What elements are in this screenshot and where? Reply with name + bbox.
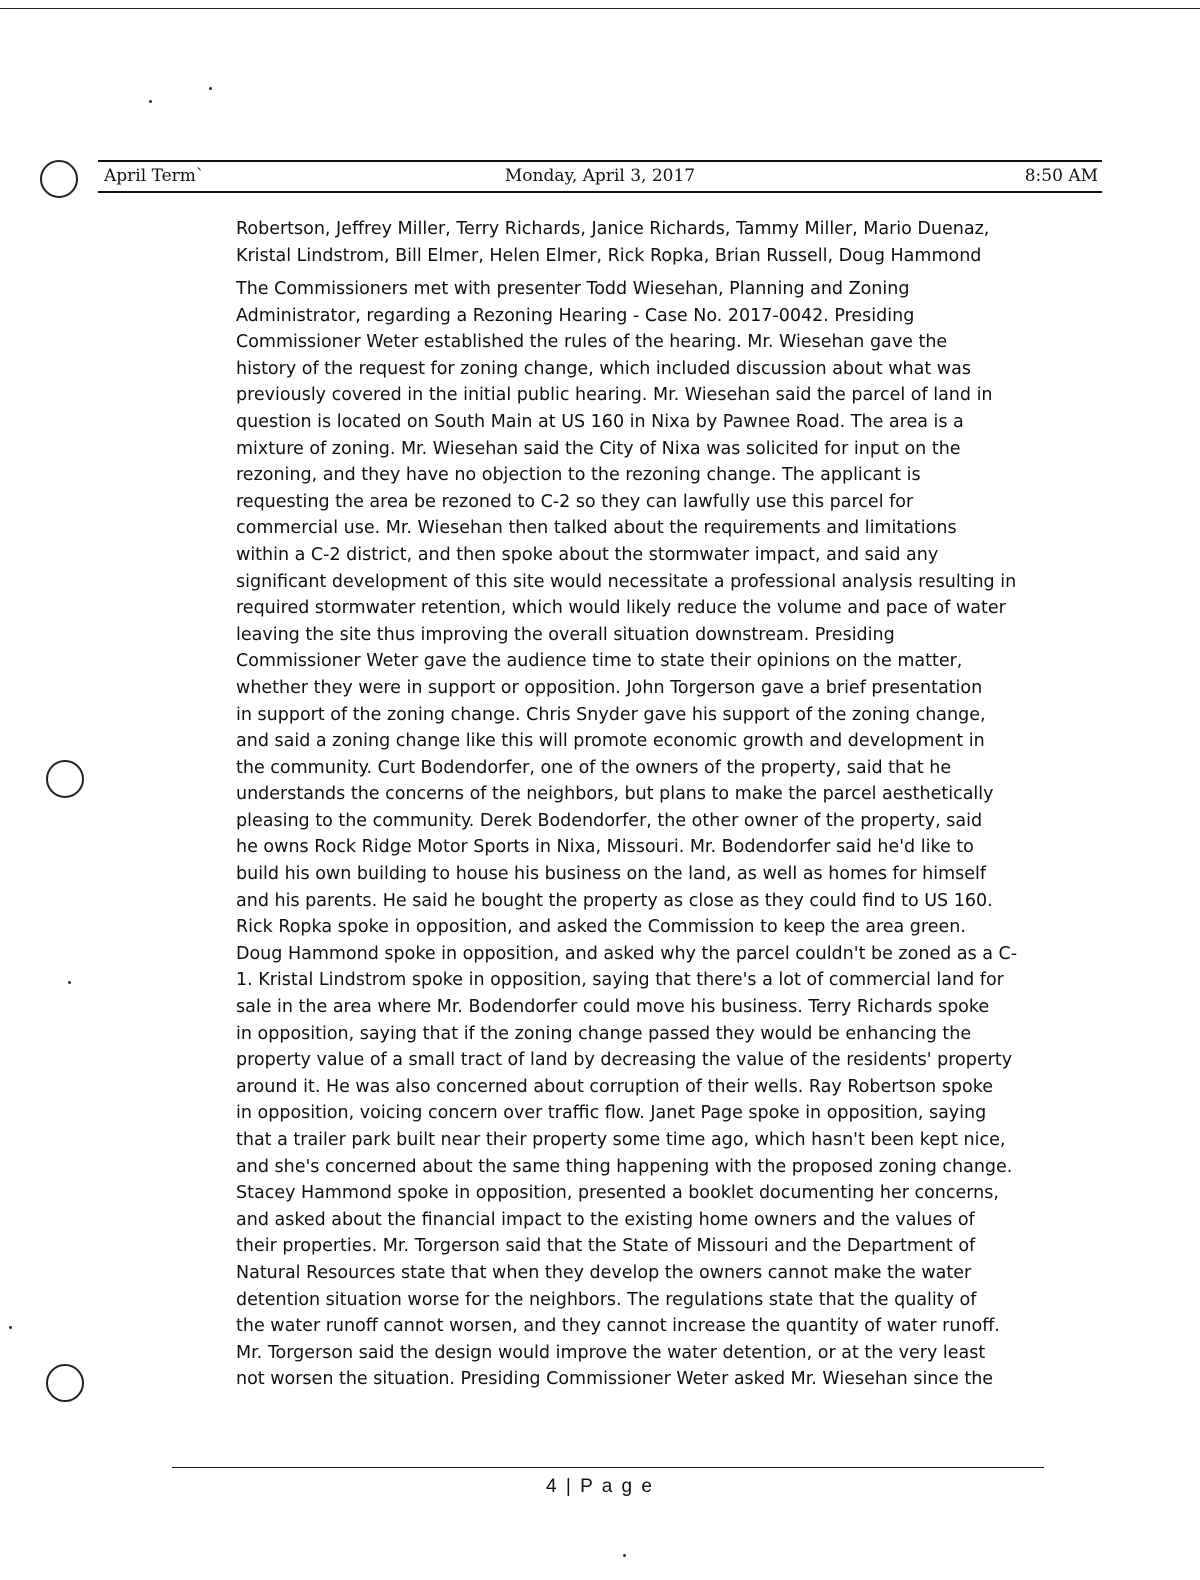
text-line: the community. Curt Bodendorfer, one of the owners of the property, said that he — [236, 757, 952, 778]
text-line: whether they were in support or opposition. John Torgerson gave a brief presentation — [236, 677, 983, 698]
text-line: build his own building to house his business on the land, as well as homes for himself — [236, 864, 987, 885]
text-line: that a trailer park built near their property some time ago, which hasn't been kept nice, — [236, 1130, 1006, 1150]
scan-speck — [68, 981, 71, 984]
text-line: not worsen the situation. Presiding Commissioner Weter asked Mr. Wiesehan since the — [236, 1369, 994, 1390]
text-line: within a C-2 district, and then spoke about the stormwater impact, and said any — [236, 544, 939, 565]
header-time: 8:50 AM — [1024, 166, 1098, 186]
header-date: Monday, April 3, 2017 — [504, 166, 696, 186]
text-line: leaving the site thus improving the overall situation downstream. Presiding — [236, 624, 895, 645]
text-line: around it. He was also concerned about corruption of their wells. Ray Robertson spoke — [236, 1076, 994, 1097]
text-line: Mr. Torgerson said the design would improve the water detention, or at the very least — [236, 1342, 986, 1363]
text-line: and his parents. He said he bought the property as close as they could find to US 160. — [236, 890, 993, 911]
text-line: Rick Ropka spoke in opposition, and asked the Commission to keep the area green. — [236, 917, 966, 938]
text-line: history of the request for zoning change, which included discussion about what was — [236, 358, 971, 379]
text-line: The Commissioners met with presenter Todd Wiesehan, Planning and Zoning — [236, 279, 910, 299]
scan-speck — [149, 100, 152, 103]
text-line: in support of the zoning change. Chris Snyder gave his support of the zoning change, — [236, 704, 986, 725]
text-line: detention situation worse for the neighbors. The regulations state that the quality of — [236, 1289, 977, 1310]
text-line: mixture of zoning. Mr. Wiesehan said the City of Nixa was solicited for input on the — [236, 438, 961, 459]
text-line: Kristal Lindstrom, Bill Elmer, Helen Elmer, Rick Ropka, Brian Russell, Doug Hammond — [236, 245, 982, 266]
text-line: Commissioner Weter established the rules of the hearing. Mr. Wiesehan gave the — [236, 332, 948, 353]
punch-hole-bottom — [46, 1364, 84, 1402]
attendees-paragraph — [236, 216, 1036, 269]
text-line: in opposition, saying that if the zoning change passed they would be enhancing the — [236, 1023, 972, 1044]
text-line: and said a zoning change like this will promote economic growth and development in — [236, 731, 985, 752]
text-line: Stacey Hammond spoke in opposition, presented a booklet documenting her concerns, — [236, 1183, 999, 1204]
text-line: Natural Resources state that when they develop the owners cannot make the water — [236, 1262, 972, 1283]
text-line: understands the concerns of the neighbors, but plans to make the parcel aesthetically — [236, 784, 994, 805]
text-line: Administrator, regarding a Rezoning Hearing - Case No. 2017-0042. Presiding — [236, 305, 915, 326]
text-line: and she's concerned about the same thing happening with the proposed zoning change. — [236, 1156, 1013, 1177]
text-line: Robertson, Jeffrey Miller, Terry Richards, Janice Richards, Tammy Miller, Mario Duenaz, — [236, 219, 990, 239]
text-line: property value of a small tract of land by decreasing the value of the residents' property — [236, 1050, 1013, 1071]
text-line: in opposition, voicing concern over traffic flow. Janet Page spoke in opposition, saying — [236, 1103, 987, 1124]
punch-hole-middle — [46, 760, 84, 798]
text-line: 1. Kristal Lindstrom spoke in opposition, saying that there's a lot of commercial land for — [236, 970, 1004, 991]
text-line: Commissioner Weter gave the audience time to state their opinions on the matter, — [236, 651, 963, 672]
text-line: Doug Hammond spoke in opposition, and asked why the parcel couldn't be zoned as a C- — [236, 943, 1018, 964]
minutes-paragraph — [236, 276, 1036, 1393]
text-line: pleasing to the community. Derek Bodendorfer, the other owner of the property, said — [236, 810, 983, 831]
text-line: the water runoff cannot worsen, and they cannot increase the quantity of water runoff. — [236, 1316, 1000, 1337]
text-line: their properties. Mr. Torgerson said that the State of Missouri and the Department of — [236, 1236, 976, 1257]
text-line: sale in the area where Mr. Bodendorfer could move his business. Terry Richards spoke — [236, 997, 990, 1018]
scan-speck — [623, 1554, 626, 1557]
header-rule-bottom — [98, 191, 1102, 193]
text-line: rezoning, and they have no objection to the rezoning change. The applicant is — [236, 465, 921, 486]
text-line: commercial use. Mr. Wiesehan then talked about the requirements and limitations — [236, 518, 957, 539]
header-term: April Term` — [104, 166, 205, 186]
scan-speck — [209, 87, 212, 90]
text-line: question is located on South Main at US 160 in Nixa by Pawnee Road. The area is a — [236, 411, 964, 432]
punch-hole-top — [40, 160, 78, 198]
text-line: he owns Rock Ridge Motor Sports in Nixa, Missouri. Mr. Bodendorfer said he'd like to — [236, 837, 974, 858]
page-header — [98, 160, 1102, 192]
page-number: 4 | P a g e — [546, 1476, 654, 1497]
text-line: previously covered in the initial public hearing. Mr. Wiesehan said the parcel of land in — [236, 385, 993, 406]
text-line: requesting the area be rezoned to C-2 so they can lawfully use this parcel for — [236, 491, 914, 512]
scan-top-edge — [0, 8, 1200, 9]
footer-rule — [172, 1467, 1044, 1468]
text-line: and asked about the financial impact to the existing home owners and the values of — [236, 1209, 975, 1230]
header-rule-top — [98, 160, 1102, 162]
scan-speck — [9, 1326, 12, 1329]
text-line: required stormwater retention, which would likely reduce the volume and pace of water — [236, 598, 1006, 619]
text-line: significant development of this site would necessitate a professional analysis resulting in — [236, 571, 1017, 592]
